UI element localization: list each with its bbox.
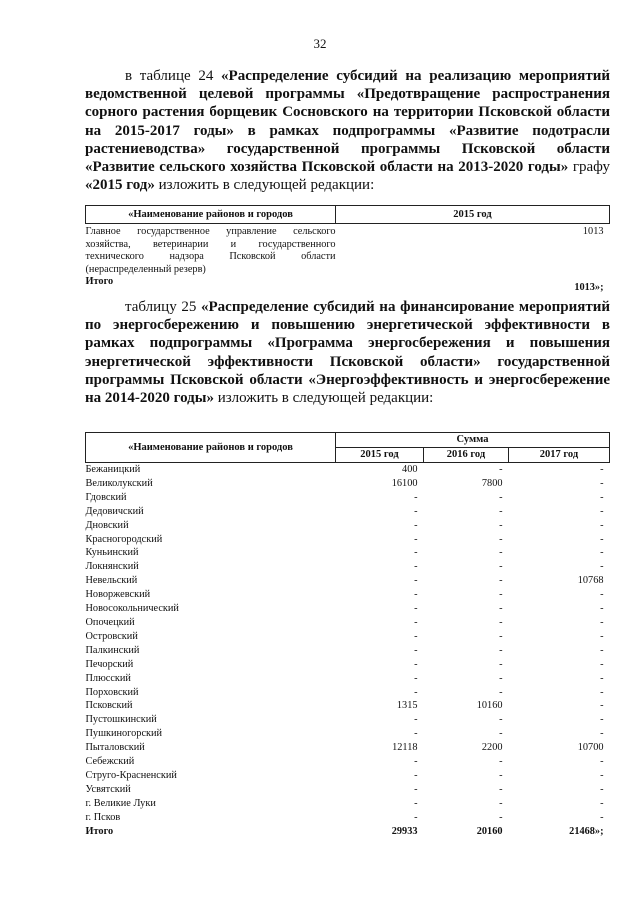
- value-2017: -: [600, 464, 604, 475]
- text: в таблице 24: [125, 68, 222, 84]
- table-row: [86, 491, 610, 505]
- value-2016: -: [499, 728, 503, 740]
- text: таблицу 25: [125, 299, 202, 315]
- row-name: Красногородский: [85, 533, 163, 545]
- value-2016: -: [499, 561, 503, 573]
- value-2017: -: [600, 797, 604, 809]
- table-row: [86, 769, 610, 783]
- value-2017: -: [600, 519, 604, 531]
- value-2015: -: [414, 686, 418, 698]
- value-2016: -: [499, 797, 503, 809]
- value-2015: -: [414, 630, 418, 642]
- row-name: Опочецкий: [85, 616, 135, 628]
- table-row: [86, 463, 610, 477]
- total-value: 1013»;: [574, 282, 604, 293]
- value-2016: -: [499, 686, 503, 698]
- table-row: [86, 519, 610, 533]
- value-2015: -: [414, 561, 418, 573]
- value-2017: -: [600, 700, 604, 712]
- value-2015: -: [414, 714, 418, 726]
- value-2016: -: [499, 756, 503, 768]
- row-name: Невельский: [85, 575, 138, 587]
- row-name: Великолукский: [85, 477, 153, 489]
- row-name: Дновский: [85, 519, 129, 531]
- value-2015: -: [414, 728, 418, 740]
- bold-text: «2015 год»: [85, 177, 155, 194]
- table-row: [86, 755, 610, 769]
- value-2016: 20160: [476, 825, 503, 837]
- value-2016: 2200: [481, 742, 503, 754]
- row-name: Главное государственное управление сельского хозяйства, ветеринарии и государственного технического надзора Псковской области (нераспределенный резерв): [85, 226, 336, 275]
- value-2015: -: [414, 603, 418, 615]
- value-2017: -: [600, 491, 604, 503]
- table-row: [86, 727, 610, 741]
- value-2015: 16100: [391, 477, 418, 489]
- value-2016: -: [499, 603, 503, 615]
- row-name: Итого: [85, 825, 114, 837]
- paragraph-table-25: [85, 298, 610, 407]
- row-name: Новоржевский: [85, 589, 151, 601]
- text: изложить в следующей редакции:: [213, 390, 434, 407]
- value-2015: -: [414, 519, 418, 531]
- row-name: Бежаницкий: [85, 464, 141, 475]
- text: изложить в следующей редакции:: [154, 177, 375, 194]
- value-2015: -: [414, 589, 418, 601]
- row-name: Пушкиногорский: [85, 728, 163, 740]
- row-name: Дедовичский: [85, 505, 144, 517]
- value-2015: 29933: [391, 825, 418, 837]
- row-name: г. Великие Луки: [85, 797, 156, 809]
- table-row: [86, 699, 610, 713]
- table-row: [86, 588, 610, 602]
- row-name: Гдовский: [85, 491, 127, 503]
- value-2016: 10160: [476, 700, 503, 712]
- table-row: [86, 533, 610, 547]
- value-2016: -: [499, 533, 503, 545]
- value-2015: 1315: [396, 700, 418, 712]
- value-2017: -: [600, 533, 604, 545]
- total-label: Итого: [85, 276, 114, 287]
- value-2017: -: [600, 630, 604, 642]
- table-row: [86, 505, 610, 519]
- value-2017: -: [600, 769, 604, 781]
- table-row: [86, 630, 610, 644]
- value-2015: -: [414, 547, 418, 559]
- row-name: Пыталовский: [85, 742, 145, 754]
- value-2016: -: [499, 575, 503, 587]
- value-2016: -: [499, 505, 503, 517]
- value-2017: -: [600, 728, 604, 740]
- value-2016: -: [499, 811, 503, 823]
- table-row: [86, 797, 610, 811]
- value-2015: 12118: [392, 742, 418, 754]
- total-row: [86, 276, 610, 295]
- value-2017: -: [600, 672, 604, 684]
- value-2016: 7800: [481, 477, 503, 489]
- value-2017: -: [600, 811, 604, 823]
- table-row: [86, 616, 610, 630]
- table-row: [86, 658, 610, 672]
- value-2017: 10768: [577, 575, 604, 587]
- value-2015: -: [414, 756, 418, 768]
- value-2015: -: [414, 575, 418, 587]
- table-24: [85, 205, 610, 295]
- row-name: Порховский: [85, 686, 139, 698]
- header-2016: 2016 год: [424, 448, 509, 463]
- header-name: «Наименование районов и городов: [86, 206, 336, 224]
- header-name: «Наименование районов и городов: [86, 433, 336, 463]
- value-2017: 10700: [577, 742, 604, 754]
- value-2017: -: [600, 616, 604, 628]
- value-2015: -: [414, 811, 418, 823]
- value-2016: -: [499, 644, 503, 656]
- value-2017: -: [600, 561, 604, 573]
- value-2016: -: [499, 616, 503, 628]
- value-2017: -: [600, 505, 604, 517]
- table-row: [86, 224, 610, 277]
- row-name: Новосокольнический: [85, 603, 179, 615]
- value-2015: -: [414, 783, 418, 795]
- row-name: Островский: [85, 630, 138, 642]
- table-row: [86, 811, 610, 825]
- value-2015: -: [414, 797, 418, 809]
- header-2017: 2017 год: [509, 448, 610, 463]
- row-name: Куньинский: [85, 547, 139, 559]
- value-2015: -: [414, 491, 418, 503]
- table-row: [86, 477, 610, 491]
- value-2017: 21468»;: [569, 825, 604, 837]
- value-2016: -: [499, 672, 503, 684]
- value-2016: -: [499, 714, 503, 726]
- row-name: Печорский: [85, 658, 134, 670]
- value-2016: -: [499, 630, 503, 642]
- paragraph-table-24: [85, 67, 610, 194]
- value-2016: -: [499, 491, 503, 503]
- row-name: Пустошкинский: [85, 714, 157, 726]
- value-2015: -: [414, 769, 418, 781]
- row-name: Локнянский: [85, 561, 139, 573]
- row-name: Палкинский: [85, 644, 140, 656]
- value-2017: -: [600, 714, 604, 726]
- value-2017: -: [600, 756, 604, 768]
- value-2017: -: [600, 477, 604, 489]
- value-2015: 400: [402, 464, 418, 475]
- text: графу: [568, 159, 610, 176]
- value-2017: -: [600, 644, 604, 656]
- value-2017: -: [600, 686, 604, 698]
- value-2017: -: [600, 603, 604, 615]
- row-name: Струго-Красненский: [85, 769, 177, 781]
- value-2017: -: [600, 783, 604, 795]
- value-2016: -: [499, 769, 503, 781]
- value-2017: -: [600, 658, 604, 670]
- row-name: Плюсский: [85, 672, 131, 684]
- table-row: [86, 560, 610, 574]
- value-2016: -: [499, 658, 503, 670]
- total-row: [86, 825, 610, 839]
- bold-text: «Распределение субсидий на реализацию мероприятий ведомственной целевой программы «Предотвращение распространения сорного растения борщевик Сосновского на территории Псковской области на 2015-2017 годы» в рамках подпрограммы «Развитие подотрасли растениеводства» государственной программы Псковской области «Развитие сельского хозяйства Псковской области на 2013-2020 годы»: [85, 68, 611, 176]
- value-2016: -: [499, 783, 503, 795]
- table-row: [86, 546, 610, 560]
- table-row: [86, 574, 610, 588]
- table-row: [86, 783, 610, 797]
- value-2016: -: [499, 547, 503, 559]
- table-row: [86, 602, 610, 616]
- value-2016: -: [499, 589, 503, 601]
- table-row: [86, 672, 610, 686]
- table-25: [85, 432, 610, 838]
- table-row: [86, 713, 610, 727]
- value-2017: -: [600, 547, 604, 559]
- header-sum: Сумма: [336, 433, 610, 448]
- header-2015: 2015 год: [336, 206, 610, 224]
- row-name: Псковский: [85, 700, 133, 712]
- row-name: г. Псков: [85, 811, 121, 823]
- value-2015: -: [414, 672, 418, 684]
- value-2016: -: [499, 519, 503, 531]
- value-2015: -: [414, 658, 418, 670]
- table-row: [86, 686, 610, 700]
- value-2016: -: [499, 464, 503, 475]
- value-2015: -: [414, 616, 418, 628]
- page-number: 32: [313, 36, 327, 51]
- row-name: Себежский: [85, 756, 135, 768]
- row-name: Усвятский: [85, 783, 131, 795]
- row-value: 1013: [582, 226, 604, 237]
- value-2015: -: [414, 505, 418, 517]
- value-2017: -: [600, 589, 604, 601]
- bold-text: «Распределение субсидий на финансирование мероприятий по энергосбережению и повышению энергетической эффективности в рамках подпрограммы «Программа энергосбережения и повышения энергетической эффективности Псковской области» государственной программы Псковской области «Энергоэффективность и энергосбережение на 2014-2020 годы»: [85, 299, 610, 407]
- table-row: [86, 741, 610, 755]
- table-row: [86, 644, 610, 658]
- header-2015: 2015 год: [336, 448, 424, 463]
- value-2015: -: [414, 644, 418, 656]
- value-2015: -: [414, 533, 418, 545]
